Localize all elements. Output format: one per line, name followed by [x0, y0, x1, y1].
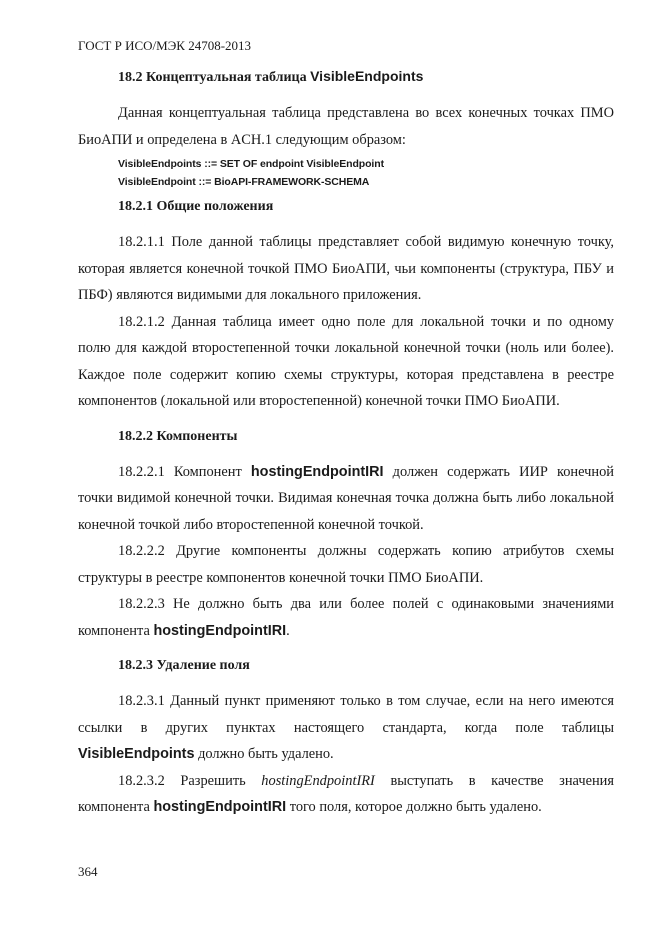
paragraph-18-2-2-1: 18.2.2.1 Компонент hostingEndpointIRI должен содержать ИИР конечной точки видимой конечной точки. Видимая конечная точка должна быть либо локальной конечной точкой либо второстепенной конечной точкой.	[78, 463, 614, 533]
subsection-heading-18-2-2: 18.2.2 Компоненты	[118, 428, 238, 444]
subsection-heading-18-2-1: 18.2.1 Общие положения	[118, 199, 274, 214]
term-hostingEndpointIRI: hostingEndpointIRI	[250, 463, 384, 480]
page-number: 364	[78, 864, 98, 879]
running-header: ГОСТ Р ИСО/МЭК 24708-2013	[78, 38, 252, 53]
term-hostingEndpointIRI: hostingEndpointIRI	[153, 799, 287, 815]
paragraph-18-2-1-2: 18.2.1.2 Данная таблица имеет одно поле для локальной точки и по одному полю для каждой второстепенной точки локальной конечной точки (ноль или более). Каждое поле содержит копию схемы структуры, которая представлена в реестре компонентов (локальной или второстепенной) конечной точки ПМО БиоАПИ.	[78, 313, 614, 409]
subsection-heading-18-2-3: 18.2.3 Удаление поля	[118, 658, 250, 673]
code-line-2: VisibleEndpoint ::= BioAPI-FRAMEWORK-SCHEMA	[118, 176, 370, 188]
paragraph-18-2-3-1: 18.2.3.1 Данный пункт применяют только в том случае, если на него имеются ссылки в других пунктах настоящего стандарта, когда поле таблицы VisibleEndpoints должно быть удалено.	[78, 693, 614, 762]
paragraph-18-2-2-2: 18.2.2.2 Другие компоненты должны содержать копию атрибутов схемы структуры в реестре компонентов конечной точки ПМО БиоАПИ.	[78, 543, 614, 586]
term-VisibleEndpoints: VisibleEndpoints	[78, 746, 195, 762]
heading-term: VisibleEndpoints	[310, 68, 424, 84]
paragraph-18-2-1-1: 18.2.1.1 Поле данной таблицы представляет собой видимую конечную точку, которая является конечной точкой ПМО БиоАПИ, чьи компоненты (структура, ПБУ и ПБФ) являются видимыми для локального приложения.	[78, 234, 614, 303]
intro-paragraph: Данная концептуальная таблица представлена во всех конечных точках ПМО БиоАПИ и определена в ACH.1 следующим образом:	[78, 105, 614, 148]
heading-prefix: 18.2 Концептуальная таблица	[118, 70, 311, 85]
code-line-1: VisibleEndpoints ::= SET OF endpoint VisibleEndpoint	[118, 158, 384, 170]
term-italic-hostingEndpointIRI: hostingEndpointIRI	[261, 772, 375, 789]
paragraph-18-2-2-3: 18.2.2.3 Не должно быть два или более полей с одинаковыми значениями компонента hostingEndpointIRI.	[78, 596, 614, 639]
paragraph-18-2-3-2: 18.2.3.2 Разрешить hostingEndpointIRI выступать в качестве значения компонента hostingEndpointIRI того поля, которое должно быть удалено.	[78, 772, 614, 815]
term-hostingEndpointIRI: hostingEndpointIRI	[153, 622, 287, 639]
page-body	[78, 66, 614, 821]
section-heading-18-2	[118, 66, 614, 88]
